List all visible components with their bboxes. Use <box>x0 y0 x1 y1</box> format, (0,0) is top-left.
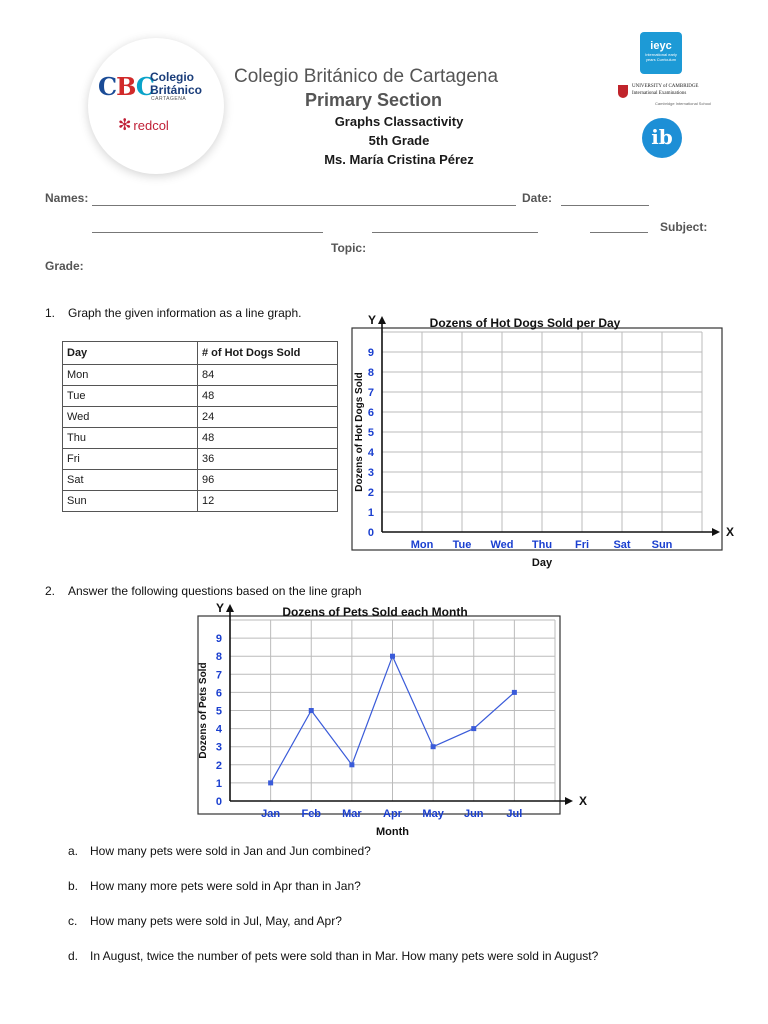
table-row <box>63 365 338 386</box>
x-tick-label: Sat <box>613 539 631 551</box>
cambridge-logo-line2: International Examinations <box>632 91 687 96</box>
x-tick-label: Mon <box>410 539 434 551</box>
x-axis-label: Day <box>531 557 553 569</box>
cambridge-logo-line3: Cambridge International School <box>655 101 712 106</box>
subquestion-a-text: How many pets were sold in Jan and Jun combined? <box>90 844 371 858</box>
y-tick-label: 7 <box>215 669 222 682</box>
question1-text: Graph the given information as a line graph. <box>68 306 302 320</box>
x-tick-label: Mar <box>342 808 362 820</box>
table-cell-count: 12 <box>198 491 338 512</box>
y-axis-label: Dozens of Pets Sold <box>198 662 209 759</box>
data-point <box>512 690 517 695</box>
redcol-gear-icon: ✻ <box>118 117 132 134</box>
x-tick-label: May <box>422 808 444 820</box>
pets-chart <box>190 600 590 840</box>
y-axis-letter: Y <box>368 313 377 327</box>
y-tick-label: 4 <box>367 447 374 459</box>
data-point <box>471 726 476 731</box>
cambridge-shield-icon <box>618 85 628 98</box>
names-line-1[interactable] <box>92 205 516 206</box>
ieyc-logo-title: ieyc <box>650 40 672 52</box>
question2-number: 2. <box>45 584 56 598</box>
y-tick-label: 1 <box>367 507 374 519</box>
x-tick-label: Apr <box>383 808 402 820</box>
subject-line[interactable] <box>590 232 648 233</box>
school-logo-text-line1: Colegio <box>150 70 194 84</box>
x-axis-letter: X <box>579 794 588 808</box>
cbc-logo-mark: CBC <box>98 72 154 101</box>
topic-label: Topic: <box>331 241 367 255</box>
x-axis-label: Month <box>376 826 409 838</box>
chart-frame <box>198 616 560 814</box>
table-cell-day: Tue <box>63 386 198 407</box>
x-tick-label: Tue <box>452 539 472 551</box>
y-tick-label: 9 <box>367 347 374 359</box>
table-cell-count: 84 <box>198 365 338 386</box>
x-axis-letter: X <box>726 525 735 539</box>
question2-text: Answer the following questions based on the line graph <box>68 584 362 598</box>
y-tick-label: 4 <box>215 723 222 736</box>
y-tick-label: 8 <box>367 367 374 379</box>
grade-label: Grade: <box>45 259 84 273</box>
table-cell-count: 24 <box>198 407 338 428</box>
ib-logo: ib <box>642 118 682 158</box>
teacher-name: Ms. María Cristina Pérez <box>324 152 474 167</box>
data-point <box>349 762 354 767</box>
subquestion-c-letter: c. <box>68 914 78 928</box>
x-tick-label: Wed <box>490 539 514 551</box>
y-tick-label: 2 <box>215 759 222 772</box>
y-axis-arrow-icon <box>378 316 386 324</box>
hot-dogs-table <box>62 341 338 512</box>
x-axis-arrow-icon <box>565 797 573 805</box>
school-logo-text-line2: Británico <box>150 83 203 97</box>
date-label: Date: <box>522 191 553 205</box>
school-logo-text-line3: CARTAGENA <box>151 96 187 102</box>
y-tick-label: 2 <box>367 487 374 499</box>
y-tick-label: 0 <box>367 527 374 539</box>
ieyc-logo-subtitle: International early years Curriculum <box>645 52 677 62</box>
chart-title: Dozens of Pets Sold each Month <box>282 605 468 619</box>
table-header-row <box>63 342 338 365</box>
x-tick-label: Jun <box>463 808 484 820</box>
ieyc-logo <box>640 32 682 74</box>
y-tick-label: 6 <box>215 687 222 700</box>
subquestion-c-text: How many pets were sold in Jul, May, and Apr? <box>90 914 342 928</box>
data-point <box>390 654 395 659</box>
x-tick-label: Jul <box>506 808 523 820</box>
chart-title: Dozens of Hot Dogs Sold per Day <box>429 316 621 330</box>
table-cell-day: Thu <box>63 428 198 449</box>
subquestion-d-text: In August, twice the number of pets were sold than in Mar. How many pets were sold in August? <box>90 949 599 963</box>
names-line-3[interactable] <box>372 232 538 233</box>
subject-label: Subject: <box>660 220 708 234</box>
table-cell-day: Mon <box>63 365 198 386</box>
data-point <box>309 708 314 713</box>
table-cell-count: 96 <box>198 470 338 491</box>
table-row <box>63 386 338 407</box>
cambridge-logo-line1: UNIVERSITY of CAMBRIDGE <box>632 84 699 89</box>
subquestion-b-letter: b. <box>68 879 79 893</box>
subquestion-b-text: How many more pets were sold in Apr than in Jan? <box>90 879 361 893</box>
data-point <box>268 780 273 785</box>
hot-dogs-chart <box>340 310 740 572</box>
y-tick-label: 5 <box>367 427 374 439</box>
subquestion-d-letter: d. <box>68 949 79 963</box>
grade-title: 5th Grade <box>368 133 430 148</box>
y-axis-letter: Y <box>216 601 225 615</box>
x-tick-label: Jan <box>261 808 281 820</box>
activity-title: Graphs Classactivity <box>334 114 464 129</box>
table-cell-count: 48 <box>198 386 338 407</box>
y-tick-label: 5 <box>215 705 222 718</box>
section-name: Primary Section <box>305 90 443 110</box>
y-tick-label: 1 <box>215 777 222 790</box>
data-point <box>431 744 436 749</box>
y-tick-label: 3 <box>367 467 374 479</box>
names-line-2[interactable] <box>92 232 323 233</box>
y-tick-label: 7 <box>367 387 374 399</box>
y-tick-label: 3 <box>215 741 222 754</box>
y-tick-label: 6 <box>367 407 374 419</box>
table-header-count: # of Hot Dogs Sold <box>198 342 338 365</box>
date-line[interactable] <box>561 205 649 206</box>
x-tick-label: Sun <box>651 539 673 551</box>
school-name: Colegio Británico de Cartagena <box>234 66 499 87</box>
table-cell-day: Sun <box>63 491 198 512</box>
x-tick-label: Feb <box>301 808 322 820</box>
table-header-day: Day <box>63 342 198 365</box>
table-cell-day: Wed <box>63 407 198 428</box>
y-tick-label: 9 <box>215 633 222 646</box>
x-tick-label: Fri <box>574 539 590 551</box>
y-axis-label: Dozens of Hot Dogs Sold <box>354 372 365 492</box>
table-cell-count: 36 <box>198 449 338 470</box>
table-row <box>63 428 338 449</box>
names-label: Names: <box>45 191 89 205</box>
y-axis-arrow-icon <box>226 604 234 612</box>
table-cell-day: Sat <box>63 470 198 491</box>
table-row <box>63 449 338 470</box>
table-row <box>63 470 338 491</box>
chart-frame <box>352 328 722 550</box>
redcol-text: redcol <box>133 118 169 133</box>
table-cell-count: 48 <box>198 428 338 449</box>
x-tick-label: Thu <box>531 539 553 551</box>
y-tick-label: 0 <box>215 796 222 808</box>
y-tick-label: 8 <box>215 651 222 664</box>
table-cell-day: Fri <box>63 449 198 470</box>
subquestion-a-letter: a. <box>68 844 79 858</box>
question1-number: 1. <box>45 306 56 320</box>
table-row <box>63 407 338 428</box>
table-row <box>63 491 338 512</box>
